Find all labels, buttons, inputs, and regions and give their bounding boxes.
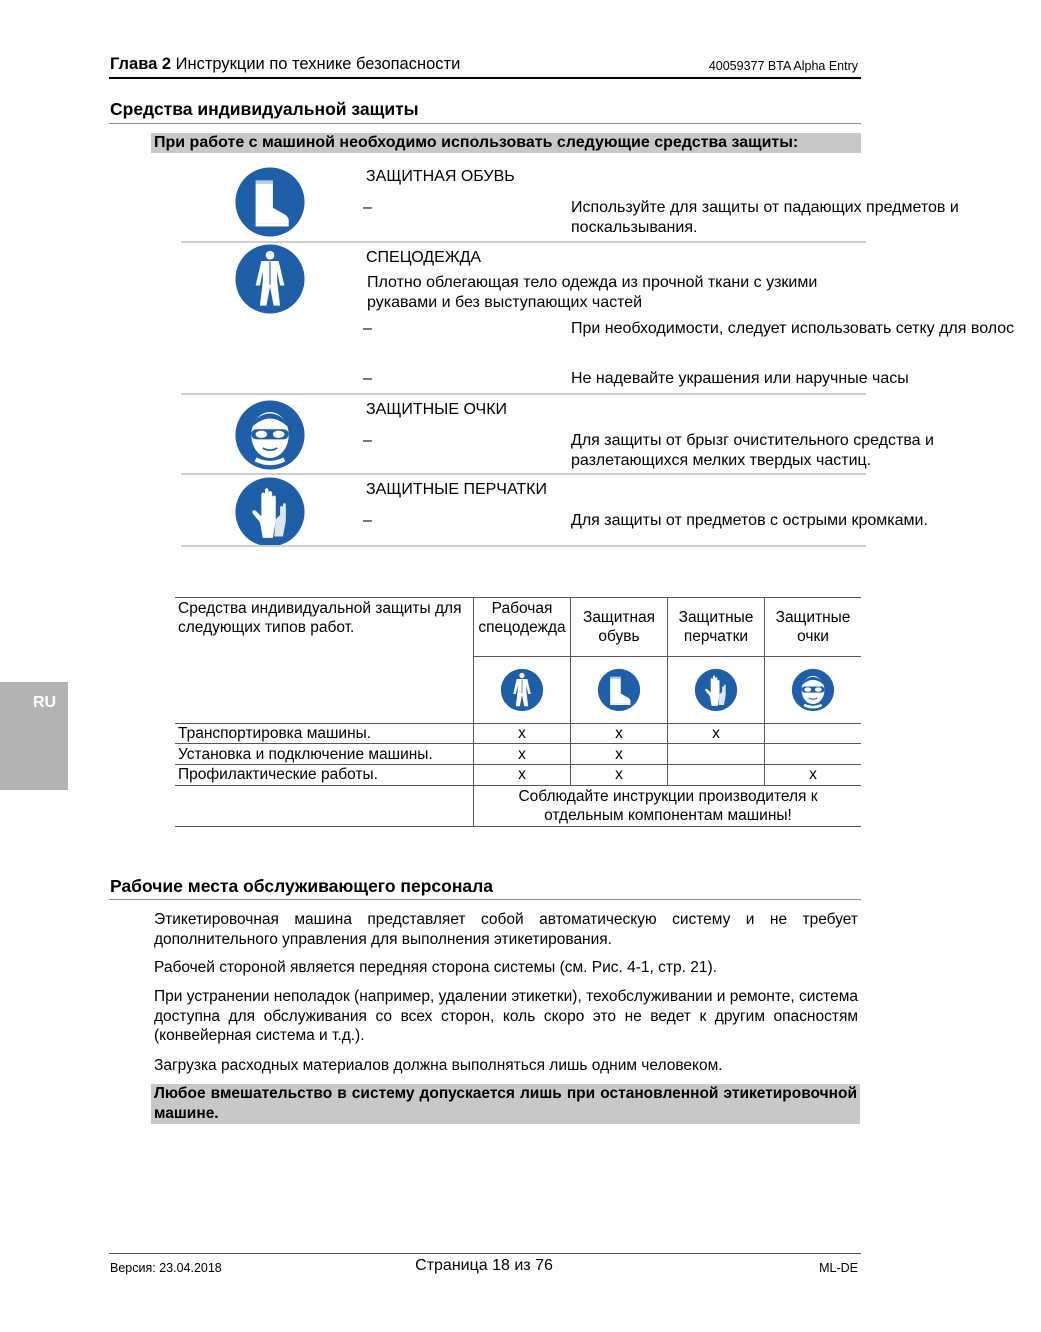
ppe-item-title: ЗАЩИТНЫЕ ПЕРЧАТКИ — [366, 481, 547, 498]
ppe-table — [175, 597, 861, 829]
language-tab — [0, 682, 68, 790]
ppe-item-boots: ЗАЩИТНАЯ ОБУВЬ – Используйте для защиты от падающих предметов и поскальзывания. — [181, 163, 866, 243]
safety-boots-icon — [234, 166, 306, 238]
table-col-header: Защитная обувь — [582, 609, 656, 645]
table-col-header: Защитные перчатки — [678, 609, 754, 645]
table-cell-mark: x — [712, 725, 720, 742]
footer-rule — [109, 1253, 861, 1254]
chapter-label: Глава 2 — [110, 55, 172, 73]
paragraph: Загрузка расходных материалов должна выполняться лишь одним человеком. — [154, 1057, 723, 1074]
table-cell-mark: x — [615, 766, 623, 783]
paragraph: Этикетировочная машина представляет собой автоматическую систему и не требует дополнительного управления для выполнения этикетирования. — [154, 911, 858, 948]
paragraph: Рабочей стороной является передняя сторона системы (см. Рис. 4-1, стр. 21). — [154, 959, 717, 976]
paragraph: При устранении неполадок (например, удалении этикетки), техобслуживании и ремонте, система доступна для обслуживания со всех сторон, коль скоро это не ведет к другим опасностям (конвейерная система и т.д.). — [154, 988, 858, 1044]
warning-text: Любое вмешательство в систему допускается лишь при остановленной этикетировочной машине. — [154, 1085, 857, 1122]
table-footer-note: Соблюдайте инструкции производителя к отдельным компонентам машины! — [518, 788, 818, 824]
ppe-note-text: При работе с машиной необходимо использовать следующие средства защиты: — [154, 134, 799, 151]
footer-version: Версия: 23.04.2018 — [110, 1261, 222, 1275]
safety-gloves-icon — [694, 668, 738, 712]
table-col-header: Защитные очки — [775, 609, 851, 645]
ppe-item-title: ЗАЩИТНЫЕ ОЧКИ — [366, 401, 508, 418]
footer-code: ML-DE — [819, 1261, 858, 1275]
section-rule — [109, 899, 861, 900]
table-cell-mark: x — [615, 725, 623, 742]
ppe-note-bar — [151, 133, 861, 153]
table-row-label: Транспортировка машины. — [178, 725, 372, 742]
table-cell-mark: x — [518, 725, 526, 742]
ppe-item-title: СПЕЦОДЕЖДА — [366, 249, 482, 266]
table-cell-mark: x — [615, 746, 623, 763]
page-header-chapter — [110, 55, 460, 74]
safety-gloves-icon — [234, 476, 306, 548]
footer-page-number: Страница 18 из 76 — [415, 1257, 553, 1274]
ppe-section-title: Средства индивидуальной защиты — [110, 99, 419, 119]
ppe-item-title: ЗАЩИТНАЯ ОБУВЬ — [366, 168, 515, 185]
table-cell-mark: x — [518, 766, 526, 783]
warning-bar — [151, 1084, 860, 1124]
header-rule — [109, 77, 861, 79]
overalls-icon — [234, 243, 306, 315]
document-id: 40059377 BTA Alpha Entry — [708, 59, 858, 73]
table-header-first: Средства индивидуальной защиты для следующих типов работ. — [178, 600, 462, 636]
ppe-item-goggles: ЗАЩИТНЫЕ ОЧКИ – Для защиты от брызг очистительного средства и разлетающихся мелких твердых частиц. — [181, 395, 866, 475]
table-cell-mark: x — [518, 746, 526, 763]
ppe-item-overalls: СПЕЦОДЕЖДА Плотно облегающая тело одежда из прочной ткани с узкими рукавами и без выступающих частей – При необходимости, следует использовать сетку для волос – Не надевайте украшения или наручные часы — [181, 243, 866, 395]
table-cell-mark: x — [809, 766, 817, 783]
table-row-label: Профилактические работы. — [178, 766, 378, 783]
chapter-title: Инструкции по технике безопасности — [175, 55, 461, 73]
language-tab-label: RU — [33, 694, 57, 711]
section-rule — [109, 123, 861, 124]
table-row-label: Установка и подключение машины. — [178, 746, 433, 763]
safety-goggles-icon — [791, 668, 835, 712]
ppe-item-text: Плотно облегающая тело одежда из прочной ткани с узкими рукавами и без выступающих частей — [367, 274, 818, 311]
work-section-title: Рабочие места обслуживающего персонала — [110, 876, 493, 896]
safety-boots-icon — [597, 668, 641, 712]
table-col-header: Рабочая спецодежда — [478, 600, 566, 636]
overalls-icon — [500, 668, 544, 712]
safety-goggles-icon — [234, 399, 306, 471]
ppe-item-gloves: ЗАЩИТНЫЕ ПЕРЧАТКИ – Для защиты от предметов с острыми кромками. — [181, 475, 866, 549]
